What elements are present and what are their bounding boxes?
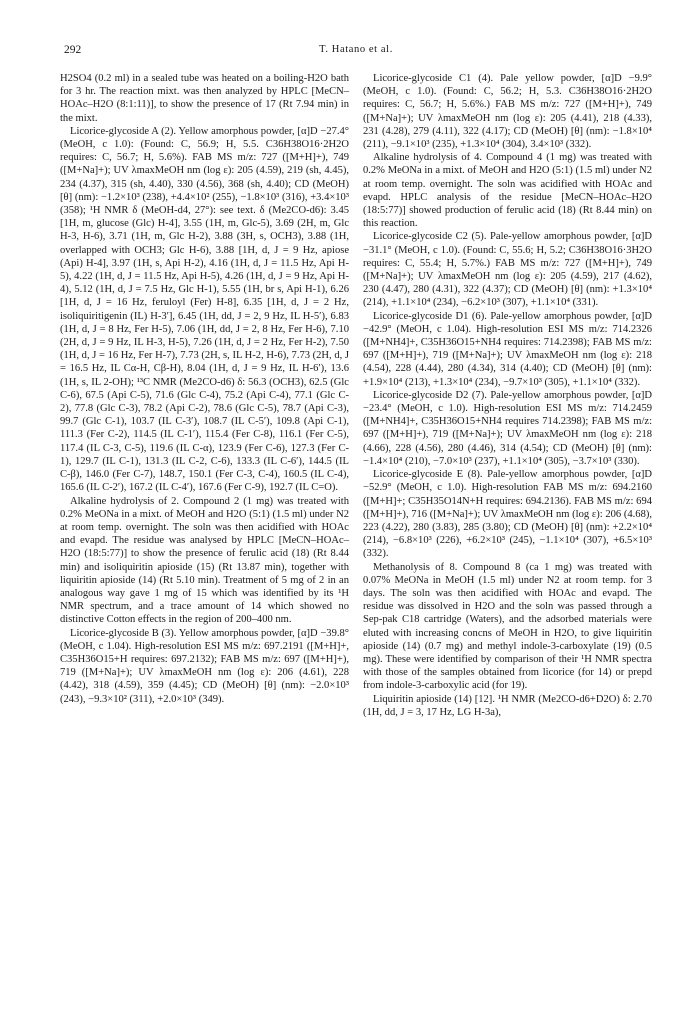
paragraph-alkaline-hydrolysis-4: Alkaline hydrolysis of 4. Compound 4 (1 mg) was treated with 0.2% MeONa in a mixt. of MeOH and H2O (5:1) (1.5 ml) under N2 at room temp. overnight. The soln was acidified with HOAc and evapd. HPLC analysis of the residue [MeCN–HOAc–H2O (18:5:77)] showed production of ferulic acid (18) (Rt 8.44 min) on this reaction. <box>363 152 652 230</box>
running-head: T. Hatano et al. <box>319 44 393 55</box>
paragraph-methanolysis-8: Methanolysis of 8. Compound 8 (ca 1 mg) was treated with 0.07% MeONa in MeOH (1.5 ml) under N2 at room temp. for 3 days. The soln was then acidified with HOAc and evapd. The residue was dissolved in H2O and the soln was passed through a Sep-pak C18 cartridge (Waters), and the adsorbed materials were eluted with increasing concns of MeOH in H2O, to give liquiritin apioside (14) (0.7 mg) and methyl indole-3-carboxylate (19) (0.5 mg). These were identified by comparison of their ¹H NMR spectra with those of the samples obtained from licorice (for 14) or prepd from indole-3-carboxylic acid (for 19). <box>363 561 652 692</box>
paragraph-licorice-glycoside-d2: Licorice-glycoside D2 (7). Pale-yellow amorphous powder, [α]D −23.4° (MeOH, c 1.0). High-resolution ESI MS m/z: 714.2459 ([M+NH4]+, C35H36O15+NH4 requires 714.2398); FAB MS m/z: 697 ([M+H]+), 719 ([M+Na]+); UV λmaxMeOH nm (log ε): 218 (4.66), 228 (4.56), 280 (4.46), 314 (4.54); CD (MeOH) [θ] (nm): −1.4×10⁴ (210), −7.0×10³ (237), +1.1×10⁴ (305), −3.7×10³ (330). <box>363 389 652 467</box>
left-column <box>60 72 349 706</box>
paragraph-licorice-glycoside-c2: Licorice-glycoside C2 (5). Pale-yellow amorphous powder, [α]D −31.1° (MeOH, c 1.0). (Found: C, 55.6; H, 5.2; C36H38O16·3H2O requires: C, 55.4; H, 5.7%.) FAB MS m/z: 727 ([M+H]+), 749 ([M+Na]+); UV λmaxMeOH nm (log ε): 205 (4.59), 217 (4.62), 230 (4.47), 280 (4.31), 322 (4.37); CD (MeOH) [θ] (nm): +1.3×10⁴ (214), +1.1×10⁴ (234), −6.2×10³ (307), +1.1×10⁴ (331). <box>363 231 652 309</box>
paragraph-licorice-glycoside-c1: Licorice-glycoside C1 (4). Pale yellow powder, [α]D −9.9° (MeOH, c 1.0). (Found: C, 56.2; H, 5.3. C36H38O16·2H2O requires: C, 56.7; H, 5.6%.) FAB MS m/z: 727 ([M+H]+), 749 ([M+Na]+); UV λmaxMeOH nm (log ε): 205 (4.41), 218 (4.33), 231 (4.28), 279 (4.11), 322 (4.17); CD (MeOH) [θ] (nm): −1.8×10⁴ (211), −9.1×10³ (235), +1.3×10⁴ (304), 3.4×10³ (332). <box>363 73 652 151</box>
paragraph-hplc-result: H2SO4 (0.2 ml) in a sealed tube was heated on a boiling-H2O bath for 3 hr. The reaction mixt. was then analyzed by HPLC [MeCN–HOAc–H2O (8:1:11)], to show the presence of 17 (Rt 7.94 min) in the mixt. <box>60 73 349 124</box>
paragraph-alkaline-hydrolysis-2: Alkaline hydrolysis of 2. Compound 2 (1 mg) was treated with 0.2% MeONa in a mixt. of MeOH and H2O (5:1) (1.5 ml) under N2 at room temp. overnight. The soln was then acidified with HOAc and evapd. The residue was analysed by HPLC [MeCN–HOAc–H2O (18:5:77)] to show the presence of ferulic acid (18) (Rt 8.44 min) and isoliquiritin apioside (15) (Rt 13.87 min), together with liquiritin apioside (14) (Rt 5.10 min). Treatment of 5 mg of 2 in an analogous way gave 1 mg of 15 which was identified by its ¹H NMR spectrum, and a trace amount of 14 which showed no distinctive Cotton effects in the region of 200–400 nm. <box>60 495 349 626</box>
paragraph-licorice-glycoside-b: Licorice-glycoside B (3). Yellow amorphous powder, [α]D −39.8° (MeOH, c 1.04). High-resolution ESI MS m/z: 697.2191 ([M+H]+, C35H36O15+H requires: 697.2132); FAB MS m/z: 697 ([M+H]+), 719 ([M+Na]+); UV λmaxMeOH nm (log ε): 206 (4.61), 228 (4.42), 318 (4.59), 359 (4.45); CD (MeOH) [θ] (nm): −2.0×10³ (243), −9.3×10² (311), +2.0×10³ (349). <box>60 627 349 705</box>
right-column <box>363 72 652 719</box>
paragraph-licorice-glycoside-d1: Licorice-glycoside D1 (6). Pale-yellow amorphous powder, [α]D −42.9° (MeOH, c 1.04). High-resolution ESI MS m/z: 714.2326 ([M+NH4]+, C35H36O15+NH4 requires: 714.2398); FAB MS m/z: 697 ([M+H]+), 719 ([M+Na]+); UV λmaxMeOH nm (log ε): 218 (4.54), 228 (4.44), 280 (4.34), 314 (4.40); CD (MeOH) [θ] (nm): +1.9×10⁴ (213), +1.3×10⁴ (234), −9.7×10³ (305), +1.1×10⁴ (332). <box>363 310 652 388</box>
page-number: 292 <box>64 44 82 56</box>
paragraph-liquiritin-apioside: Liquiritin apioside (14) [12]. ¹H NMR (Me2CO-d6+D2O) δ: 2.70 (1H, dd, J = 3, 17 Hz, LG H-3a), <box>363 693 652 718</box>
paragraph-licorice-glycoside-a: Licorice-glycoside A (2). Yellow amorphous powder, [α]D −27.4° (MeOH, c 1.0): (Found: C, 56.9; H, 5.5. C36H38O16·2H2O requires: C, 56.7; H, 5.6%). FAB MS m/z: 727 ([M+H]+), 749 ([M+Na]+); UV λmaxMeOH nm (log ε): 205 (4.59), 219 (sh, 4.45), 234 (4.37), 315 (sh, 4.40), 330 (4.56), 368 (sh, 4.40); CD (MeOH) [θ] (nm): −1.2×10³ (238), +4.4×10² (255), −1.8×10³ (316), +3.4×10³ (358); ¹H NMR δ (MeOH-d4, 27°): see text. δ (Me2CO-d6): 3.45 [1H, m, glucose (Glc) H-4], 3.55 (1H, m, Glc-5), 3.69 (2H, m, Glc H-3, H-6), 3.71 (1H, m, Glc H-2), 3.88 (3H, s, OCH3), 3.88 (1H, overlapped with OCH3; Glc H-6), 3.88 [1H, d, J = 9 Hz, apiose (Api) H-4], 3.97 (1H, s, Api H-2), 4.16 (1H, d, J = 11.5 Hz, Api H-5), 4.22 (1H, d, J = 11.5 Hz, Api H-5), 4.26 (1H, d, J = 9 Hz, Api H-4), 5.12 (1H, d, J = 7.5 Hz, Glc H-1), 5.55 (1H, br s, Api H-1), 6.26 [1H, d, J = 16 Hz, feruloyl (Fer) H-8], 6.35 [1H, d, J = 2 Hz, isoliquiritigenin (IL) H-3′], 6.45 (1H, dd, J = 2, 9 Hz, IL H-5′), 6.83 (1H, d, J = 8 Hz, Fer H-5), 7.06 (1H, dd, J = 2, 8 Hz, Fer H-6), 7.10 (2H, d, J = 9 Hz, IL H-3, H-5), 7.26 (1H, d, J = 2 Hz, Fer H-2), 7.50 (1H, d, J = 16 Hz, Fer H-7), 7.73 (2H, s, IL H-2, H-6), 7.73 (2H, d, J = 16.5 Hz, IL Cα-H, Cβ-H), 8.04 (1H, d, J = 9 Hz, IL H-6′), 13.6 (1H, s, IL 2-OH); ¹³C NMR (Me2CO-d6) δ: 56.3 (OCH3), 62.5 (Glc C-6), 67.5 (Api C-5), 71.6 (Glc C-4), 75.2 (Api C-4), 77.1 (Glc C-2), 77.8 (Glc C-3), 78.2 (Api C-2), 78.6 (Glc C-5), 78.7 (Api C-3), 99.7 (Glc C-1), 103.7 (IL C-3′), 108.7 (IL C-5′), 109.8 (Api C-1), 111.3 (Fer C-2), 114.5 (IL C-1′), 115.4 (Fer C-8), 116.1 (Fer C-5), 117.4 (IL C-3, C-5), 119.6 (IL C-α), 123.9 (Fer C-6), 127.3 (Fer C-1), 129.7 (IL C-1), 131.3 (IL C-2, C-6), 133.3 (IL C-6′), 144.5 (IL C-β), 146.0 (Fer C-7), 148.7, 150.1 (Fer C-3, C-4), 160.5 (IL C-4), 165.6 (IL C-2′), 167.2 (IL C-4′), 167.6 (Fer C-9), 192.7 (IL C=O). <box>60 125 349 494</box>
page-header <box>64 44 648 62</box>
paragraph-licorice-glycoside-e: Licorice-glycoside E (8). Pale-yellow amorphous powder, [α]D −52.9° (MeOH, c 1.0). High-resolution FAB MS m/z: 694.2160 ([M+H]+; C35H35O14N+H requires: 694.2136). FAB MS m/z: 694 ([M+H]+), 716 ([M+Na]+); UV λmaxMeOH nm (log ε): 206 (4.68), 223 (4.22), 280 (3.83), 285 (3.80); CD (MeOH) [θ] (nm): +2.2×10⁴ (214), −6.8×10³ (226), +6.2×10³ (245), −1.1×10⁴ (307), +6.5×10³ (332). <box>363 469 652 560</box>
